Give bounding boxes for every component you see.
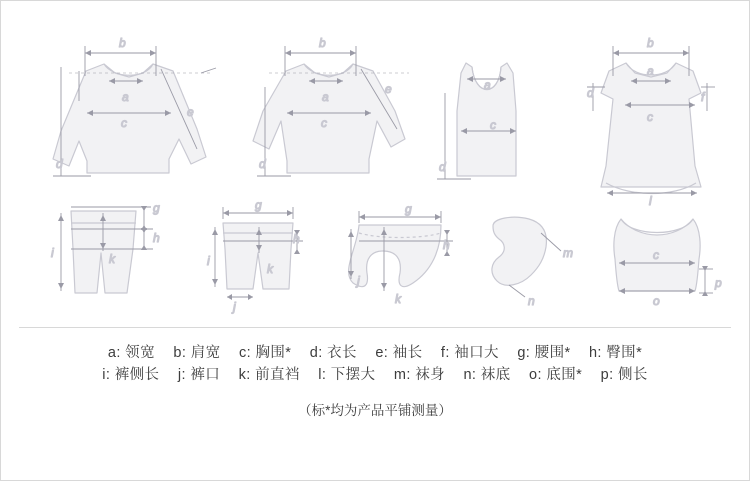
label-d-dress: d [587,86,594,100]
label-c-dress: c [647,110,653,124]
legend-item-c: c: 胸围* [238,345,292,361]
label-i-pants: i [51,246,54,260]
label-m-sock: m [563,246,573,260]
label-p-bra: p [715,276,722,290]
label-h-shorts: h [293,232,300,246]
garment-svg [1,1,750,321]
label-c-top1: c [121,116,127,130]
label-j-briefs: j [357,274,360,288]
legend-item-l: l: 下摆大 [318,367,376,384]
garment-short-sleeve-top [253,64,405,173]
legend-item-e: e: 袖长 [375,345,423,361]
label-d-top2: d [259,157,266,171]
label-b-top1: b [119,36,126,50]
legend-item-f: f: 袖口大 [440,345,499,361]
garment-illustrations [1,1,750,321]
label-k-pants: k [109,252,115,266]
label-l-dress: l [649,194,652,208]
legend-item-a: a: 领宽 [107,345,155,361]
legend-item-m: m: 袜身 [393,367,446,384]
label-g-pants: g [153,201,160,215]
label-e-top1: e [187,105,194,119]
label-a-top1: a [122,90,129,104]
legend-note: （标*均为产品平铺测量） [298,402,452,418]
label-d-top1: d [56,157,63,171]
label-c-tank: c [490,118,496,132]
label-b-top2: b [319,36,326,50]
legend [19,327,731,468]
garment-sock [492,217,547,285]
label-f-dress: f [701,90,705,104]
label-b-dress: b [647,36,654,50]
label-k-briefs: k [395,292,401,306]
legend-row-1 [19,342,731,364]
label-j-shorts: j [233,300,236,314]
legend-item-g: g: 腰围* [517,345,571,361]
legend-item-k: k: 前直裆 [238,367,300,384]
legend-item-o: o: 底围* [529,367,583,384]
legend-item-b: b: 肩宽 [173,345,221,361]
legend-item-d: d: 衣长 [309,345,357,361]
garment-dress [601,63,701,194]
label-a-tank: a [484,78,491,92]
label-d-tank: d [439,160,446,174]
label-g-shorts: g [255,198,262,212]
legend-item-n: n: 袜底 [463,367,511,384]
label-a-top2: a [322,90,329,104]
label-h-pants: h [153,231,160,245]
legend-item-j: j: 裤口 [177,367,221,384]
label-g-briefs: g [405,202,412,216]
label-i-shorts: i [207,254,210,268]
label-c-top2: c [321,116,327,130]
label-h-briefs: h [443,238,450,252]
legend-item-p: p: 侧长 [600,367,648,384]
legend-row-2 [19,364,731,386]
garment-briefs [349,225,441,287]
garment-long-pants [71,211,136,293]
label-k-shorts: k [267,262,273,276]
legend-item-i: i: 裤侧长 [102,367,160,384]
label-n-sock: n [528,294,535,308]
legend-item-h: h: 臀围* [588,345,643,361]
label-o-bra: o [653,294,660,308]
label-e-top2: e [385,82,392,96]
label-c-bra: c [653,248,659,262]
label-a-dress: a [647,64,654,78]
